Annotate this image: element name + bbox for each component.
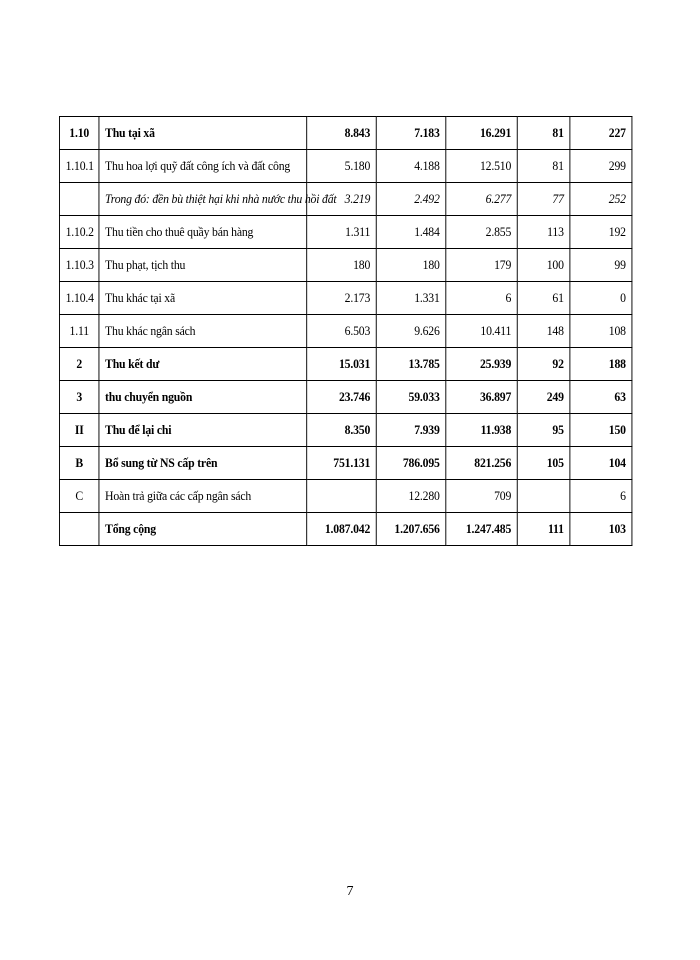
percent-col-1: 81 [517,150,570,183]
value-col-2: 786.095 [376,447,446,480]
percent-col-2: 108 [570,315,632,348]
row-label: Bổ sung từ NS cấp trên [99,447,307,480]
table-row [59,150,631,183]
percent-col-2: 227 [570,117,632,150]
value-col-2: 9.626 [376,315,446,348]
value-col-2: 1.331 [376,282,446,315]
value-col-1: 3.219 [307,183,377,216]
percent-col-1: 81 [517,117,570,150]
value-col-3: 2.855 [446,216,517,249]
percent-col-2: 103 [570,513,632,546]
value-col-3: 12.510 [446,150,517,183]
row-label: Thu khác ngân sách [99,315,307,348]
value-col-3: 16.291 [446,117,517,150]
row-label: Hoàn trả giữa các cấp ngân sách [99,480,307,513]
value-col-2: 12.280 [376,480,446,513]
percent-col-2: 252 [570,183,632,216]
row-label: Thu hoa lợi quỹ đất công ích và đất công [99,150,307,183]
value-col-2: 4.188 [376,150,446,183]
row-label: thu chuyển nguồn [99,381,307,414]
value-col-1: 751.131 [307,447,377,480]
table-row [59,480,631,513]
row-code: 1.10.1 [59,150,98,183]
table-row [59,249,631,282]
row-label: Thu khác tại xã [99,282,307,315]
page-number: 7 [346,884,354,899]
value-col-3: 36.897 [446,381,517,414]
percent-col-2: 192 [570,216,632,249]
table-row [59,513,631,546]
value-col-2: 7.939 [376,414,446,447]
table-row [59,315,631,348]
percent-col-1: 105 [517,447,570,480]
value-col-3: 10.411 [446,315,517,348]
value-col-2: 7.183 [376,117,446,150]
table-row [59,348,631,381]
row-label: Thu kết dư [99,348,307,381]
row-code: 1.11 [59,315,98,348]
table-row [59,216,631,249]
row-code: 2 [59,348,98,381]
percent-col-1: 113 [517,216,570,249]
value-col-3: 1.247.485 [446,513,517,546]
row-label: Thu tại xã [99,117,307,150]
value-col-1: 6.503 [307,315,377,348]
percent-col-2: 63 [570,381,632,414]
value-col-2: 2.492 [376,183,446,216]
percent-col-2: 188 [570,348,632,381]
table-row [59,117,631,150]
value-col-1: 5.180 [307,150,377,183]
value-col-1: 8.843 [307,117,377,150]
percent-col-1: 95 [517,414,570,447]
table-row [59,183,631,216]
row-label: Thu để lại chi [99,414,307,447]
percent-col-1: 148 [517,315,570,348]
budget-table [59,116,632,546]
table-body [59,117,631,546]
table-row [59,282,631,315]
value-col-2: 59.033 [376,381,446,414]
value-col-3: 11.938 [446,414,517,447]
row-label: Thu tiền cho thuê quầy bán hàng [99,216,307,249]
row-code: 1.10.3 [59,249,98,282]
percent-col-1 [517,480,570,513]
row-code: II [59,414,98,447]
value-col-1: 1.311 [307,216,377,249]
value-col-1: 23.746 [307,381,377,414]
value-col-1 [307,480,377,513]
row-code: 3 [59,381,98,414]
value-col-1: 8.350 [307,414,377,447]
table-row [59,381,631,414]
row-code [59,183,98,216]
percent-col-2: 299 [570,150,632,183]
row-code: 1.10.4 [59,282,98,315]
value-col-3: 25.939 [446,348,517,381]
value-col-1: 2.173 [307,282,377,315]
table-row [59,414,631,447]
value-col-3: 709 [446,480,517,513]
percent-col-1: 61 [517,282,570,315]
percent-col-2: 6 [570,480,632,513]
percent-col-2: 150 [570,414,632,447]
row-label: Thu phạt, tịch thu [99,249,307,282]
value-col-1: 15.031 [307,348,377,381]
value-col-3: 6 [446,282,517,315]
row-code: C [59,480,98,513]
value-col-3: 179 [446,249,517,282]
value-col-3: 821.256 [446,447,517,480]
row-label: Tổng cộng [99,513,307,546]
value-col-2: 1.207.656 [376,513,446,546]
row-label: Trong đó: đền bù thiệt hại khi nhà nước thu hồi đất [99,183,307,216]
row-code: 1.10.2 [59,216,98,249]
value-col-1: 180 [307,249,377,282]
percent-col-1: 249 [517,381,570,414]
percent-col-1: 92 [517,348,570,381]
percent-col-2: 99 [570,249,632,282]
percent-col-1: 100 [517,249,570,282]
percent-col-1: 77 [517,183,570,216]
percent-col-2: 0 [570,282,632,315]
table-row [59,447,631,480]
value-col-2: 13.785 [376,348,446,381]
row-code [59,513,98,546]
value-col-3: 6.277 [446,183,517,216]
row-code: B [59,447,98,480]
percent-col-1: 111 [517,513,570,546]
value-col-2: 1.484 [376,216,446,249]
value-col-1: 1.087.042 [307,513,377,546]
value-col-2: 180 [376,249,446,282]
row-code: 1.10 [59,117,98,150]
percent-col-2: 104 [570,447,632,480]
